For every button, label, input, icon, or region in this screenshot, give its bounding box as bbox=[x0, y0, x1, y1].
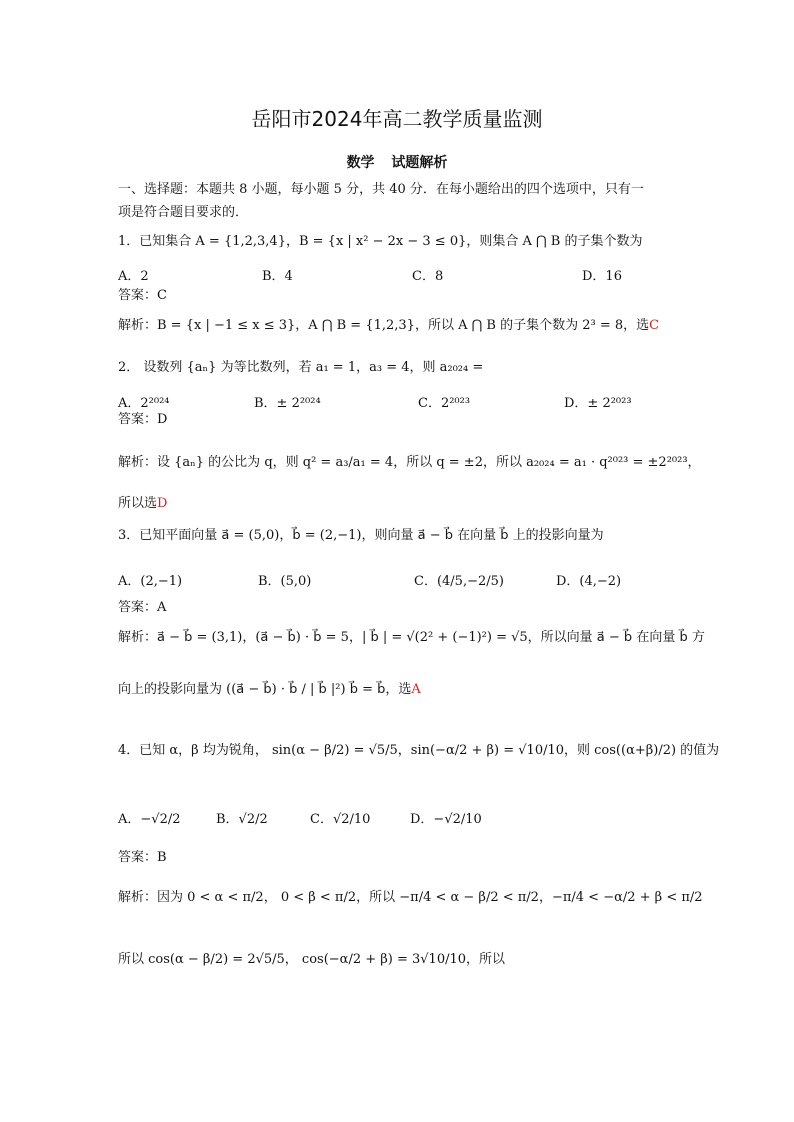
question-1-answer: 答案：C bbox=[118, 288, 167, 303]
question-2-option-d: D．± 2²⁰²³ bbox=[564, 396, 632, 411]
question-2-conclusion-text: 所以选 bbox=[118, 496, 158, 511]
question-1-choice: C bbox=[649, 318, 660, 333]
question-3-stem: 3．已知平面向量 a⃗ = (5,0)，b⃗ = (2,−1)，则向量 a⃗ − b⃗ 在向量 b⃗ 上的投影向量为 bbox=[118, 528, 604, 543]
question-1-option-b: B．4 bbox=[262, 269, 293, 284]
question-2-choice: D bbox=[157, 496, 168, 511]
question-3-option-b: B．(5,0) bbox=[258, 574, 312, 589]
question-3-answer: 答案：A bbox=[118, 600, 167, 615]
section-intro-text: 本题共 8 小题，每小题 5 分，共 40 分．在每小题给出的四个选项中，只有一 bbox=[196, 182, 644, 197]
question-2-conclusion bbox=[118, 496, 167, 512]
question-1-stem: 1．已知集合 A = {1,2,3,4}，B = {x | x² − 2x − 3 ≤ 0}，则集合 A ⋂ B 的子集个数为 bbox=[118, 234, 643, 249]
section-intro-line-2: 项是符合题目要求的． bbox=[118, 205, 249, 220]
page-subtitle: 数学 试题解析 bbox=[346, 155, 448, 171]
question-2-analysis: 解析：设 {aₙ} 的公比为 q，则 q² = a₃/a₁ = 4，所以 q = ±2，所以 a₂₀₂₄ = a₁ · q²⁰²³ = ±2²⁰²³， bbox=[118, 455, 701, 470]
question-1-analysis-text: 解析：B = {x | −1 ≤ x ≤ 3}，A ⋂ B = {1,2,3}，所以 A ⋂ B 的子集个数为 2³ = 8，选 bbox=[118, 318, 650, 333]
question-4-answer: 答案：B bbox=[118, 850, 167, 865]
question-3-option-d: D．(4,−2) bbox=[556, 574, 622, 589]
question-3-option-c: C．(4/5,−2/5) bbox=[414, 574, 504, 589]
question-4-option-c: C．√2/10 bbox=[310, 812, 371, 827]
question-3-analysis-line-2 bbox=[118, 682, 421, 698]
question-4-option-d: D．−√2/10 bbox=[410, 812, 482, 827]
question-3-analysis-line-1: 解析：a⃗ − b⃗ = (3,1)，(a⃗ − b⃗) · b⃗ = 5，| b⃗ | = √(2² + (−1)²) = √5，所以向量 a⃗ − b⃗ 在向量 b⃗ 方 bbox=[118, 630, 705, 645]
question-3-analysis-text: 向上的投影向量为 ((a⃗ − b⃗) · b⃗ / | b⃗ |²) b⃗ = b⃗，选 bbox=[118, 682, 412, 697]
question-1-option-c: C．8 bbox=[412, 269, 444, 284]
question-1-analysis bbox=[118, 318, 659, 334]
question-1-option-d: D．16 bbox=[582, 269, 622, 284]
question-2-option-b: B．± 2²⁰²⁴ bbox=[254, 396, 321, 411]
question-4-analysis-line-1: 解析：因为 0 < α < π/2， 0 < β < π/2，所以 −π/4 < α − β/2 < π/2，−π/4 < −α/2 + β < π/2 bbox=[118, 890, 703, 905]
question-3-choice: A bbox=[411, 682, 421, 697]
question-4-analysis-line-2: 所以 cos(α − β/2) = 2√5/5， cos(−α/2 + β) = 3√10/10，所以 bbox=[118, 952, 506, 967]
question-4-option-b: B．√2/2 bbox=[216, 812, 268, 827]
question-1-option-a: A．2 bbox=[118, 269, 149, 284]
question-3-option-a: A．(2,−1) bbox=[118, 574, 183, 589]
section-heading: 一、选择题： bbox=[118, 182, 197, 197]
question-4-stem: 4．已知 α，β 均为锐角， sin(α − β/2) = √5/5，sin(−α/2 + β) = √10/10，则 cos((α+β)/2) 的值为 bbox=[118, 743, 720, 758]
question-2-answer: 答案：D bbox=[118, 412, 168, 427]
page-title: 岳阳市2024年高二教学质量监测 bbox=[251, 107, 543, 131]
section-intro-line-1 bbox=[118, 182, 644, 198]
question-2-stem: 2． 设数列 {aₙ} 为等比数列，若 a₁ = 1，a₃ = 4，则 a₂₀₂₄ = bbox=[118, 360, 484, 375]
question-2-option-a: A．2²⁰²⁴ bbox=[118, 396, 170, 411]
question-4-option-a: A．−√2/2 bbox=[118, 812, 181, 827]
question-2-option-c: C．2²⁰²³ bbox=[418, 396, 471, 411]
